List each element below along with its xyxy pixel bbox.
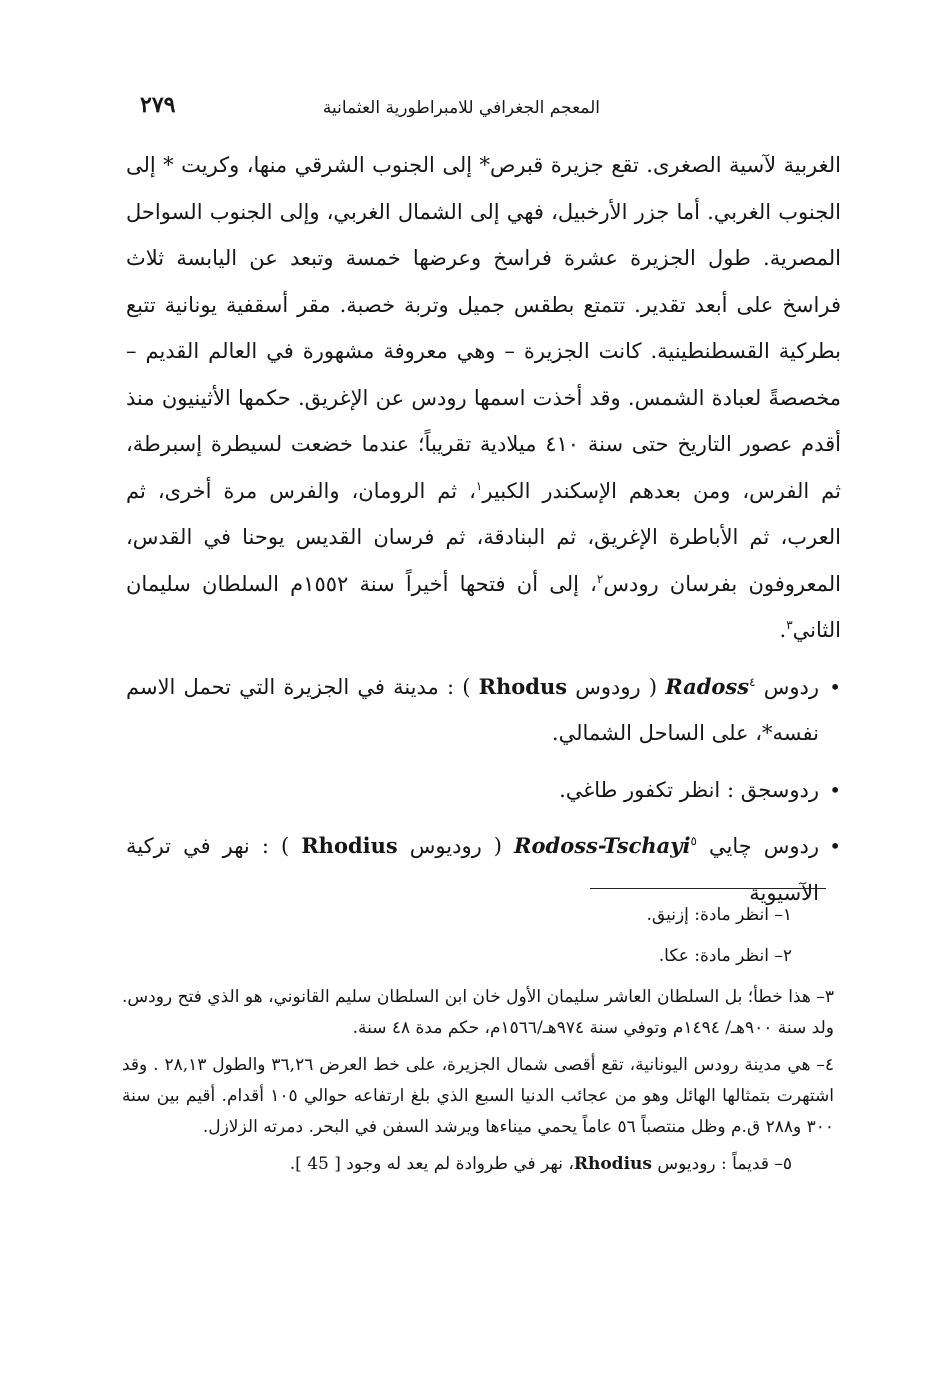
- entry-latin-name: Rodoss-Tschayi: [514, 833, 691, 858]
- footnote-divider: [590, 888, 826, 889]
- paragraph-text-cont1: ، ثم الرومان، والفرس مرة أخرى، ثم العرب، ثم الأباطرة الإغريق، ثم البنادقة، ثم فرسان القديس يوحنا في القدس، المعروفون بفرسان رودس: [126, 478, 841, 596]
- entry-head: ردوس چايي: [708, 834, 820, 858]
- entry-definition: : مدينة في الجزيرة التي تحمل الاسم نفسه*، على الساحل الشمالي.: [126, 674, 819, 745]
- entry-alt-latin: Rhodus: [478, 673, 568, 699]
- entry-alt-latin: Rhodius: [301, 833, 398, 858]
- footnote-1: ١– انظر مادة: إزنيق.: [646, 905, 792, 925]
- footnote-5-suffix: ، نهر في طروادة لم يعد له وجود [ 45 ].: [289, 1154, 574, 1174]
- footnote-4: ٤– هي مدينة رودس اليونانية، تقع أقصى شمال الجزيرة، على خط العرض ٣٦,٢٦ والطول ٢٨,١٣ . وقد اشتهرت بتمثالها الهائل وهو من عجائب الدنيا السبع الذي بلغ ارتفاعه حوالي ١٠٥ أقدام. أقيم بين سنة ٣٠٠ و٢٨٨ ق.م وظل منتصباً ٥٦ عاماً يحمي ميناءها ويرشد السفن في البحر. دمرته الزلازل.: [122, 1055, 835, 1137]
- footnote-5-latin: Rhodius: [573, 1154, 652, 1174]
- footnote-ref-5: ٥: [690, 834, 697, 848]
- entry-head: ردوس: [763, 674, 819, 699]
- footnote-ref-4: ٤: [749, 674, 756, 689]
- footnote-ref-3: ٣: [786, 618, 793, 632]
- paragraph-end: .: [779, 618, 787, 642]
- footnote-5: [122, 1149, 834, 1180]
- entry-paren-open: ( روديوس: [409, 834, 502, 858]
- paragraph-text-cont2: ، إلى أن فتحها أخيراً سنة ١٥٥٢م السلطان سليمان الثاني: [126, 571, 841, 642]
- main-text: [126, 142, 841, 916]
- entry-definition: : نهر في تركية الآسيوية: [126, 834, 819, 905]
- page-number: ٢٧٩: [140, 92, 176, 118]
- entry-definition: ردوسجق : انظر تكفور طاغي.: [559, 777, 819, 802]
- bullet-icon: •: [829, 834, 841, 858]
- page-header: [130, 92, 830, 132]
- entry-paren-close: ): [280, 834, 290, 858]
- footnote-5-prefix: ٥– قديماً : روديوس: [657, 1154, 792, 1174]
- running-title: المعجم الجغرافي للامبراطورية العثمانية: [322, 98, 600, 118]
- footnote-3: ٣– هذا خطأ؛ بل السلطان العاشر سليمان الأول خان ابن السلطان سليم القانوني، هو الذي فتح رودس. ولد سنة ٩٠٠هـ/ ١٤٩٤م وتوفي سنة ٩٧٤هـ/١٥٦٦م، حكم مدة ٤٨ سنة.: [122, 987, 834, 1038]
- entry-radoss: [126, 664, 841, 757]
- footnote-ref-1: ١: [475, 478, 483, 493]
- bullet-icon: •: [829, 674, 841, 699]
- rhodes-island-paragraph: [126, 142, 841, 654]
- footnote-2: ٢– انظر مادة: عكا.: [658, 946, 792, 966]
- entry-rodosjuk: [126, 767, 841, 814]
- entry-paren-open: ( رودوس: [575, 674, 658, 699]
- entry-paren-close: ): [462, 674, 471, 699]
- paragraph-text: الغربية لآسية الصغرى. تقع جزيرة قبرص* إلى الجنوب الشرقي منها، وكريت * إلى الجنوب الغربي. أما جزر الأرخبيل، فهي إلى الشمال الغربي، وإلى الجنوب السواحل المصرية. طول الجزيرة عشرة فراسخ وعرضها خمسة وتبعد عن اليابسة ثلاث فراسخ على أبعد تقدير. تتمتع بطقس جميل وتربة خصبة. مقر أسقفية يونانية تتبع بطركية القسطنطينية. كانت الجزيرة – وهي معروفة مشهورة في العالم القديم – مخصصةً لعبادة الشمس. وقد أخذت اسمها رودس عن الإغريق. حكمها الأثينيون منذ أقدم عصور التاريخ حتى سنة ٤١٠ ميلادية تقريباً؛ عندما خضعت لسيطرة إسبرطة، ثم الفرس، ومن بعدهم الإسكندر الكبير: [126, 153, 841, 503]
- footnote-ref-2: ٢: [596, 571, 604, 586]
- footnotes: [122, 900, 834, 1186]
- entry-latin-name: Radoss: [665, 673, 750, 699]
- bullet-icon: •: [829, 777, 841, 802]
